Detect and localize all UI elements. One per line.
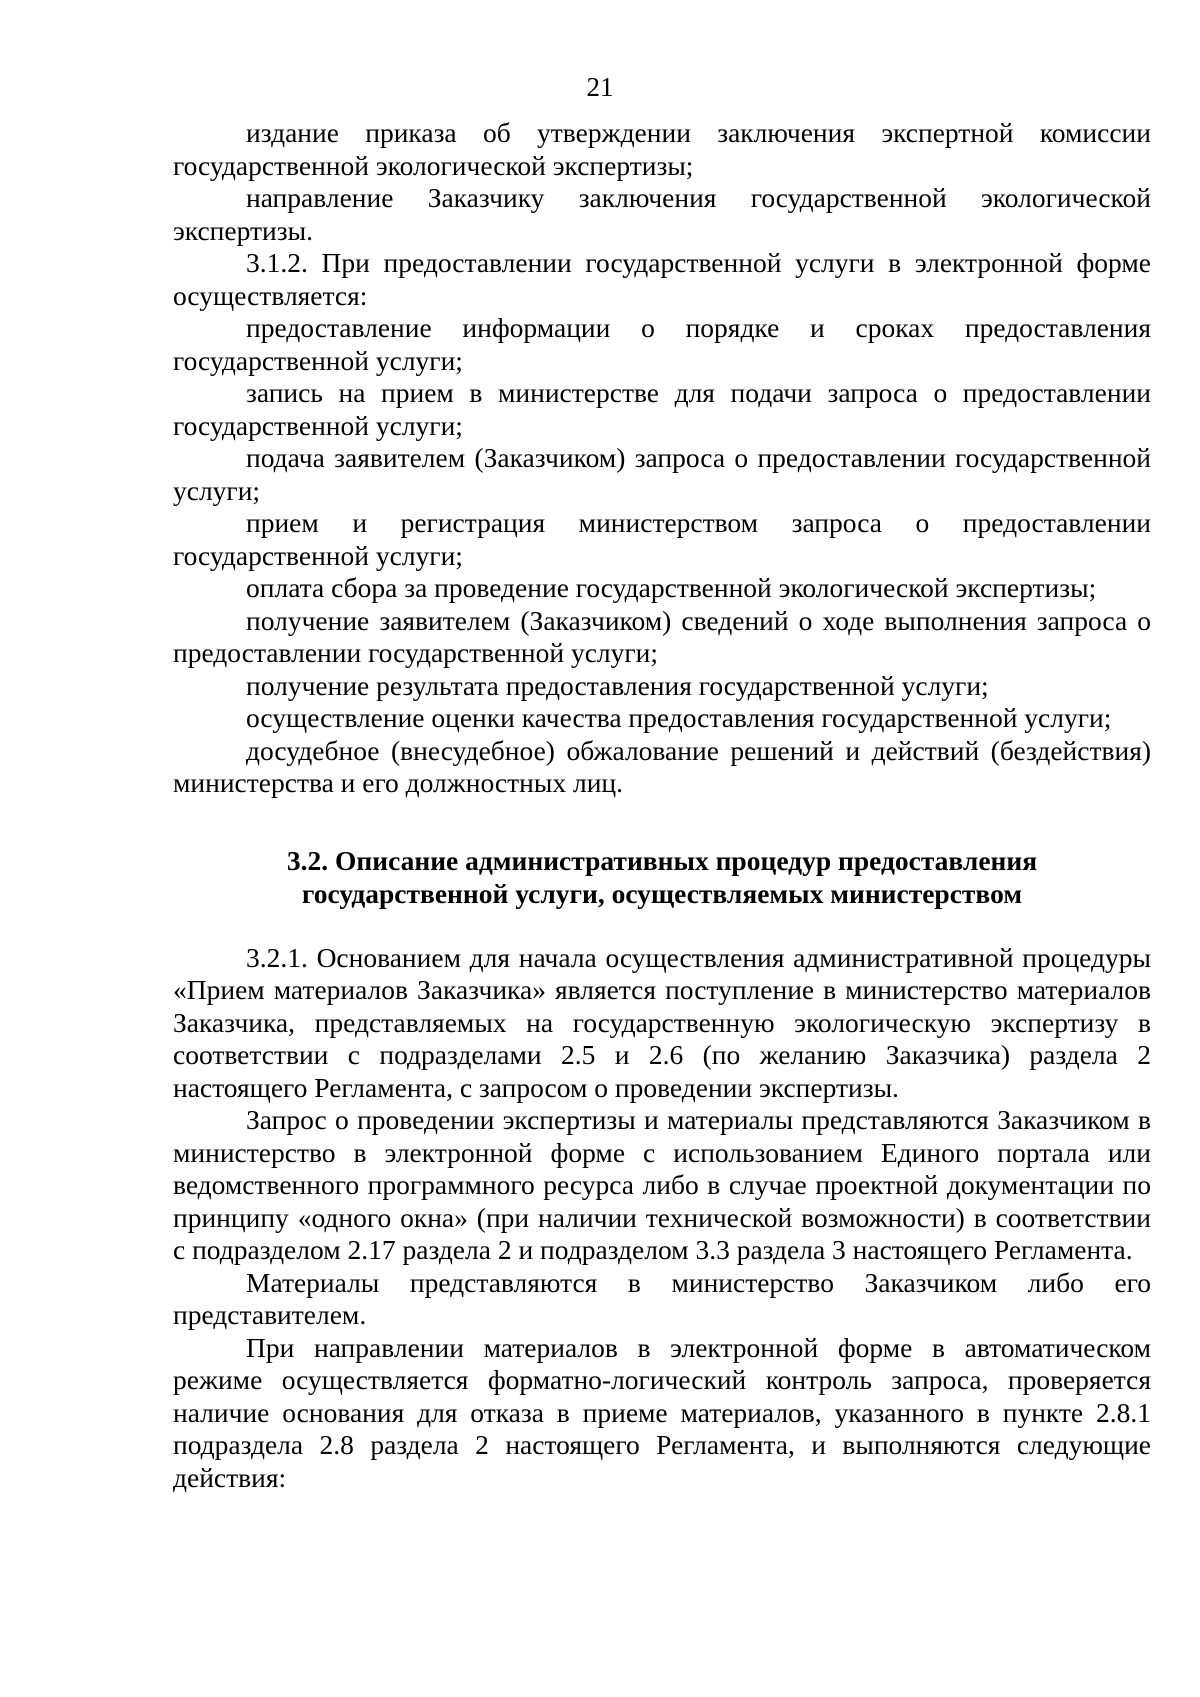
- paragraph-progress-info: получение заявителем (Заказчиком) сведений о ходе выполнения запроса о предоставлении государственной услуги;: [173, 604, 1151, 668]
- paragraph-info-provision: предоставление информации о порядке и сроках предоставления государственной услуги;: [173, 312, 1151, 376]
- paragraph-appointment: запись на прием в министерстве для подачи запроса о предоставлении государственной услуги;: [173, 377, 1151, 441]
- section-heading: [173, 844, 1151, 910]
- document-body: [173, 117, 1151, 1494]
- paragraph-result-receipt: получение результата предоставления государственной услуги;: [246, 669, 989, 701]
- paragraph-quality-assessment: осуществление оценки качества предоставления государственной услуги;: [246, 702, 1112, 733]
- paragraph-order-approval: издание приказа об утверждении заключения экспертной комиссии государственной экологической экспертизы;: [173, 117, 1151, 181]
- paragraph-3-1-2: 3.1.2. При предоставлении государственной услуги в электронной форме осуществляется:: [173, 247, 1151, 311]
- paragraph-send-conclusion: направление Заказчику заключения государственной экологической экспертизы.: [173, 182, 1151, 246]
- section-heading-line-1: 3.2. Описание административных процедур предоставления: [286, 844, 1038, 876]
- page-number: 21: [586, 72, 614, 102]
- paragraph-request-submission: подача заявителем (Заказчиком) запроса о предоставлении государственной услуги;: [173, 442, 1151, 506]
- paragraph-request-registration: прием и регистрация министерством запроса о предоставлении государственной услуги;: [173, 507, 1151, 571]
- paragraph-fee-payment: оплата сбора за проведение государственной экологической экспертизы;: [246, 572, 1097, 603]
- section-heading-line-2: государственной услуги, осуществляемых министерством: [301, 877, 1023, 909]
- paragraph-request-materials: Запрос о проведении экспертизы и материалы представляются Заказчиком в министерство в электронной форме с использованием Единого портала или ведомственного программного ресурса либо в случае проектной документации по принципу «одного окна» (при наличии технической возможности) в соответствии с подразделом 2.17 раздела 2 и подразделом 3.3 раздела 3 настоящего Регламента.: [173, 1104, 1151, 1265]
- paragraph-pretrial-appeal: досудебное (внесудебное) обжалование решений и действий (бездействия) министерства и его должностных лиц.: [173, 734, 1151, 798]
- paragraph-electronic-control: При направлении материалов в электронной форме в автоматическом режиме осуществляется форматно-логический контроль запроса, проверяется наличие основания для отказа в приеме материалов, указанного в пункте 2.8.1 подраздела 2.8 раздела 2 настоящего Регламента, и выполняются следующие действия:: [173, 1331, 1151, 1493]
- paragraph-materials-representative: Материалы представляются в министерство Заказчиком либо его представителем.: [173, 1266, 1151, 1330]
- paragraph-3-2-1: 3.2.1. Основанием для начала осуществления административной процедуры «Прием материалов Заказчика» является поступление в министерство материалов Заказчика, представляемых на государственную экологическую экспертизу в соответствии с подразделами 2.5 и 2.6 (по желанию Заказчика) раздела 2 настоящего Регламента, с запросом о проведении экспертизы.: [173, 941, 1151, 1103]
